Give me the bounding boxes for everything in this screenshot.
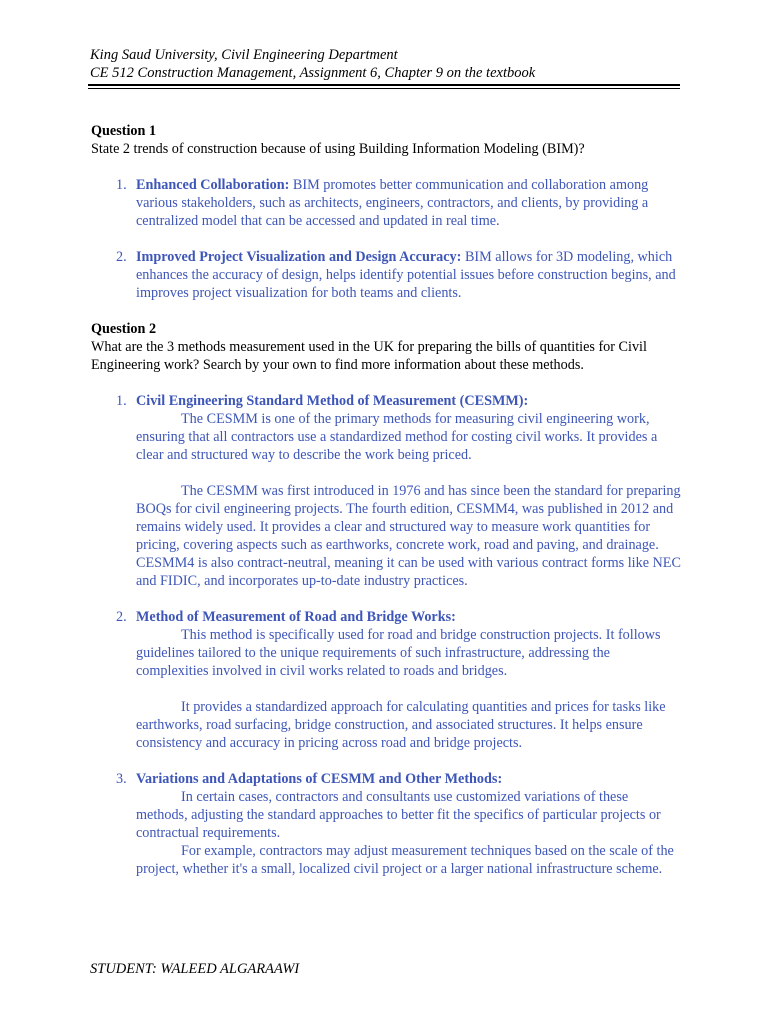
question-2: [91, 320, 681, 878]
question-2-text: What are the 3 methods measurement used in the UK for preparing the bills of quantities for Civil Engineering work? Search by your own to find more information about these methods.: [91, 339, 647, 373]
item-heading: Variations and Adaptations of CESMM and Other Methods:: [136, 771, 503, 787]
item-heading: Improved Project Visualization and Design Accuracy:: [136, 249, 462, 265]
item-text: BIM allows for 3D modeling, which enhances the accuracy of design, helps identify potential issues before construction begins, and improves project visualization for both teams and clients.: [136, 249, 676, 301]
answer-2-item-3: [91, 770, 681, 878]
question-1-text: State 2 trends of construction because of using Building Information Modeling (BIM)?: [91, 141, 585, 157]
document-header: [90, 46, 680, 82]
question-1-title: Question 1: [91, 123, 157, 139]
item-paragraph: In certain cases, contractors and consultants use customized variations of these methods, adjusting the standard approaches to better fit the specifics of particular projects or contractual requirements.: [136, 789, 661, 841]
answer-1-item-2: [91, 248, 681, 302]
answer-1-item-1: [91, 176, 681, 230]
student-name: STUDENT: WALEED ALGARAAWI: [90, 961, 300, 977]
header-university: King Saud University, Civil Engineering Department: [90, 47, 398, 63]
item-heading: Method of Measurement of Road and Bridge Works:: [136, 609, 456, 625]
list-number: 3.: [116, 771, 127, 787]
question-1: [91, 122, 681, 302]
question-2-title: Question 2: [91, 321, 157, 337]
list-number: 1.: [116, 393, 127, 409]
header-rule-thick: [88, 84, 680, 86]
item-paragraph: This method is specifically used for road and bridge construction projects. It follows guidelines tailored to the unique requirements of such infrastructure, addressing the complexities involved in civil works related to roads and bridges.: [136, 627, 661, 679]
document-body: [91, 122, 681, 878]
item-heading: Civil Engineering Standard Method of Measurement (CESMM):: [136, 393, 529, 409]
header-rule-thin: [88, 88, 680, 89]
list-number: 1.: [116, 177, 127, 193]
item-paragraph: It provides a standardized approach for calculating quantities and prices for tasks like earthworks, road surfacing, bridge construction, and associated structures. It helps ensure consistency and accuracy in pricing across road and bridge projects.: [136, 699, 666, 751]
item-heading: Enhanced Collaboration:: [136, 177, 290, 193]
item-paragraph: The CESMM was first introduced in 1976 and has since been the standard for preparing BOQs for civil engineering projects. The fourth edition, CESMM4, was published in 2012 and remains widely used. It provides a clear and structured way to measure work quantities for pricing, covering aspects such as earthworks, concrete work, road and paving, and drainage. CESMM4 is also contract-neutral, meaning it can be used with various contract forms like NEC and FIDIC, and incorporates up-to-date industry practices.: [136, 483, 681, 589]
item-paragraph: For example, contractors may adjust measurement techniques based on the scale of the project, whether it's a small, localized civil project or a larger national infrastructure scheme.: [136, 843, 674, 877]
answer-2-item-1: [91, 392, 681, 590]
answer-2-item-2: [91, 608, 681, 752]
item-paragraph: The CESMM is one of the primary methods for measuring civil engineering work, ensuring that all contractors use a standardized method for costing civil works. It provides a clear and structured way to describe the work being priced.: [136, 411, 658, 463]
item-text: BIM promotes better communication and collaboration among various stakeholders, such as architects, engineers, contractors, and clients, by providing a centralized model that can be accessed and updated in real time.: [136, 177, 649, 229]
list-number: 2.: [116, 249, 127, 265]
list-number: 2.: [116, 609, 127, 625]
header-course: CE 512 Construction Management, Assignment 6, Chapter 9 on the textbook: [90, 65, 536, 81]
